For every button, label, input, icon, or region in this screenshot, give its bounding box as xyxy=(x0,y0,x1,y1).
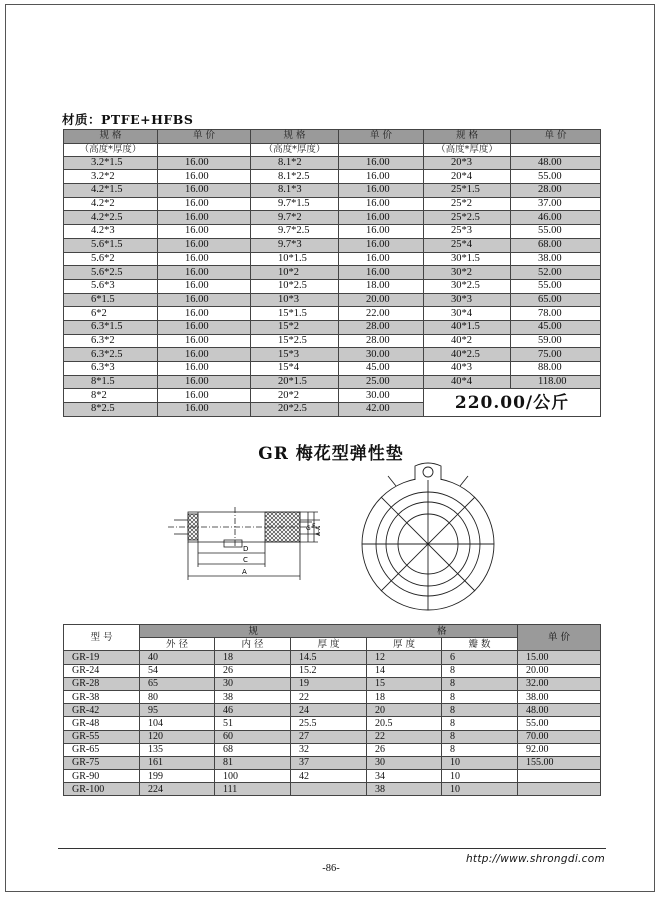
table-row xyxy=(64,690,601,703)
price-cell: 75.00 xyxy=(511,348,601,362)
table-row xyxy=(64,211,601,225)
price-cell: 30.00 xyxy=(339,389,424,403)
header-col: 厚 度 xyxy=(291,638,367,651)
value-cell: 30 xyxy=(367,756,442,769)
price-cell: 16.00 xyxy=(339,238,424,252)
header-sub-blank xyxy=(158,143,251,156)
price-cell: 16.00 xyxy=(339,225,424,239)
value-cell: 26 xyxy=(215,664,291,677)
page-number: -86- xyxy=(322,863,340,874)
spec-cell: 6.3*1.5 xyxy=(64,320,158,334)
model-cell: GR-100 xyxy=(64,783,140,796)
value-cell: 22 xyxy=(291,690,367,703)
spec-cell: 8*2.5 xyxy=(64,403,158,417)
table-row xyxy=(64,651,601,664)
spec-cell: 3.2*2 xyxy=(64,170,158,184)
front-view xyxy=(362,463,494,610)
value-cell: 42 xyxy=(291,770,367,783)
value-cell xyxy=(518,783,601,796)
footer-url[interactable]: http://www.shrongdi.com xyxy=(465,853,605,865)
price-cell: 16.00 xyxy=(158,362,251,376)
value-cell xyxy=(291,783,367,796)
value-cell: 48.00 xyxy=(518,704,601,717)
price-cell: 30.00 xyxy=(339,348,424,362)
label-g: G xyxy=(306,525,311,532)
header-model: 型 号 xyxy=(64,625,140,651)
header-sub-blank xyxy=(339,143,424,156)
price-cell: 28.00 xyxy=(339,334,424,348)
header-spec: 规 格 xyxy=(251,130,339,144)
value-cell: 111 xyxy=(215,783,291,796)
spec-cell: 25*4 xyxy=(424,238,511,252)
spec-cell: 20*4 xyxy=(424,170,511,184)
spec-cell: 9.7*1.5 xyxy=(251,197,339,211)
spec-cell: 8*1.5 xyxy=(64,375,158,389)
price-cell: 55.00 xyxy=(511,170,601,184)
table-row xyxy=(64,756,601,769)
price-cell: 118.00 xyxy=(511,375,601,389)
spec-cell: 15*1.5 xyxy=(251,307,339,321)
spec-cell: 6*2 xyxy=(64,307,158,321)
spec-cell: 3.2*1.5 xyxy=(64,156,158,170)
price-cell: 16.00 xyxy=(158,279,251,293)
value-cell: 32 xyxy=(291,743,367,756)
model-cell: GR-24 xyxy=(64,664,140,677)
spec-cell: 9.7*2 xyxy=(251,211,339,225)
model-cell: GR-48 xyxy=(64,717,140,730)
spec-cell: 40*2.5 xyxy=(424,348,511,362)
header-price: 单 价 xyxy=(518,625,601,651)
spec-cell: 8.1*2.5 xyxy=(251,170,339,184)
value-cell: 18 xyxy=(215,651,291,664)
spec-cell: 10*2 xyxy=(251,266,339,280)
value-cell: 70.00 xyxy=(518,730,601,743)
table-row xyxy=(64,238,601,252)
value-cell: 38 xyxy=(367,783,442,796)
header-price: 单 价 xyxy=(339,130,424,144)
table-row xyxy=(64,334,601,348)
table-row xyxy=(64,279,601,293)
spec-cell: 4.2*1.5 xyxy=(64,184,158,198)
value-cell: 30 xyxy=(215,677,291,690)
price-cell: 42.00 xyxy=(339,403,424,417)
price-cell: 16.00 xyxy=(158,266,251,280)
value-cell: 8 xyxy=(442,690,518,703)
price-cell: 16.00 xyxy=(339,170,424,184)
spec-cell: 15*2 xyxy=(251,320,339,334)
gr-technical-drawing xyxy=(160,462,500,622)
header-price: 单 价 xyxy=(511,130,601,144)
spec-cell: 40*4 xyxy=(424,375,511,389)
price-cell: 16.00 xyxy=(158,184,251,198)
table-row xyxy=(64,156,601,170)
header-col: 内 径 xyxy=(215,638,291,651)
header-col: 瓣 数 xyxy=(442,638,518,651)
header-sub: （高度*厚度） xyxy=(64,143,158,156)
value-cell: 32.00 xyxy=(518,677,601,690)
value-cell: 18 xyxy=(367,690,442,703)
value-cell: 37 xyxy=(291,756,367,769)
ptfe-price-table xyxy=(63,129,601,417)
price-cell: 78.00 xyxy=(511,307,601,321)
value-cell: 8 xyxy=(442,704,518,717)
spec-cell: 30*2.5 xyxy=(424,279,511,293)
label-c: C xyxy=(243,556,248,564)
value-cell xyxy=(518,770,601,783)
value-cell: 224 xyxy=(140,783,215,796)
price-cell: 16.00 xyxy=(158,334,251,348)
price-cell: 25.00 xyxy=(339,375,424,389)
spec-cell: 20*2 xyxy=(251,389,339,403)
model-cell: GR-65 xyxy=(64,743,140,756)
price-cell: 52.00 xyxy=(511,266,601,280)
price-cell: 88.00 xyxy=(511,362,601,376)
value-cell: 8 xyxy=(442,743,518,756)
header-sub: （高度*厚度） xyxy=(424,143,511,156)
price-cell: 59.00 xyxy=(511,334,601,348)
price-cell: 16.00 xyxy=(158,307,251,321)
footer-divider xyxy=(58,848,606,849)
spec-cell: 5.6*1.5 xyxy=(64,238,158,252)
header-spec: 规 格 xyxy=(64,130,158,144)
price-cell: 16.00 xyxy=(158,375,251,389)
spec-cell: 25*3 xyxy=(424,225,511,239)
value-cell: 60 xyxy=(215,730,291,743)
table-row xyxy=(64,743,601,756)
value-cell: 10 xyxy=(442,783,518,796)
value-cell: 34 xyxy=(367,770,442,783)
table-row xyxy=(64,717,601,730)
header-sub-blank xyxy=(511,143,601,156)
price-cell: 16.00 xyxy=(339,184,424,198)
spec-cell: 30*2 xyxy=(424,266,511,280)
price-cell: 16.00 xyxy=(158,238,251,252)
value-cell: 10 xyxy=(442,770,518,783)
price-cell: 37.00 xyxy=(511,197,601,211)
value-cell: 38 xyxy=(215,690,291,703)
price-cell: 48.00 xyxy=(511,156,601,170)
value-cell: 155.00 xyxy=(518,756,601,769)
table-row xyxy=(64,307,601,321)
value-cell: 8 xyxy=(442,664,518,677)
model-cell: GR-28 xyxy=(64,677,140,690)
gr-spec-table xyxy=(63,624,601,796)
table-row xyxy=(64,770,601,783)
table-row xyxy=(64,197,601,211)
model-cell: GR-38 xyxy=(64,690,140,703)
value-cell: 95 xyxy=(140,704,215,717)
value-cell: 26 xyxy=(367,743,442,756)
header-spec-right: 格 xyxy=(367,625,518,638)
table-row xyxy=(64,225,601,239)
value-cell: 54 xyxy=(140,664,215,677)
table-row xyxy=(64,730,601,743)
price-cell: 16.00 xyxy=(158,403,251,417)
table-row xyxy=(64,266,601,280)
table-row xyxy=(64,704,601,717)
spec-cell: 8.1*2 xyxy=(251,156,339,170)
model-cell: GR-75 xyxy=(64,756,140,769)
spec-cell: 5.6*2.5 xyxy=(64,266,158,280)
value-cell: 25.5 xyxy=(291,717,367,730)
spec-cell: 15*4 xyxy=(251,362,339,376)
value-cell: 27 xyxy=(291,730,367,743)
price-cell: 16.00 xyxy=(339,211,424,225)
value-cell: 46 xyxy=(215,704,291,717)
spec-cell: 40*3 xyxy=(424,362,511,376)
gr-section-title: GR 梅花型弹性垫 xyxy=(258,444,404,464)
value-cell: 19 xyxy=(291,677,367,690)
price-cell: 45.00 xyxy=(511,320,601,334)
price-cell: 20.00 xyxy=(339,293,424,307)
label-f: F xyxy=(312,523,316,530)
value-cell: 120 xyxy=(140,730,215,743)
price-cell: 16.00 xyxy=(158,156,251,170)
label-aa: A-A xyxy=(315,525,322,536)
spec-cell: 20*2.5 xyxy=(251,403,339,417)
spec-cell: 10*2.5 xyxy=(251,279,339,293)
table-row xyxy=(64,375,601,389)
price-cell: 16.00 xyxy=(339,252,424,266)
label-a: A xyxy=(242,568,247,576)
value-cell: 38.00 xyxy=(518,690,601,703)
value-cell: 14.5 xyxy=(291,651,367,664)
price-cell: 55.00 xyxy=(511,279,601,293)
value-cell: 15.2 xyxy=(291,664,367,677)
value-cell: 92.00 xyxy=(518,743,601,756)
value-cell: 135 xyxy=(140,743,215,756)
spec-cell: 25*2 xyxy=(424,197,511,211)
value-cell: 161 xyxy=(140,756,215,769)
price-cell: 22.00 xyxy=(339,307,424,321)
table-row xyxy=(64,783,601,796)
price-cell: 16.00 xyxy=(158,211,251,225)
spec-cell: 20*1.5 xyxy=(251,375,339,389)
table-row xyxy=(64,293,601,307)
value-cell: 10 xyxy=(442,756,518,769)
value-cell: 65 xyxy=(140,677,215,690)
price-cell: 55.00 xyxy=(511,225,601,239)
header-price: 单 价 xyxy=(158,130,251,144)
table-row xyxy=(64,184,601,198)
price-cell: 16.00 xyxy=(158,197,251,211)
value-cell: 199 xyxy=(140,770,215,783)
value-cell: 104 xyxy=(140,717,215,730)
value-cell: 8 xyxy=(442,730,518,743)
price-cell: 38.00 xyxy=(511,252,601,266)
value-cell: 51 xyxy=(215,717,291,730)
bulk-price: 220.00/公斤 xyxy=(424,389,601,416)
value-cell: 68 xyxy=(215,743,291,756)
price-cell: 28.00 xyxy=(511,184,601,198)
value-cell: 22 xyxy=(367,730,442,743)
spec-cell: 6.3*2.5 xyxy=(64,348,158,362)
spec-cell: 10*3 xyxy=(251,293,339,307)
header-sub: （高度*厚度） xyxy=(251,143,339,156)
price-cell: 16.00 xyxy=(158,293,251,307)
model-cell: GR-90 xyxy=(64,770,140,783)
header-spec: 规 格 xyxy=(424,130,511,144)
spec-cell: 30*1.5 xyxy=(424,252,511,266)
price-cell: 68.00 xyxy=(511,238,601,252)
value-cell: 20 xyxy=(367,704,442,717)
price-cell: 16.00 xyxy=(158,225,251,239)
spec-cell: 15*2.5 xyxy=(251,334,339,348)
spec-cell: 4.2*3 xyxy=(64,225,158,239)
spec-cell: 30*4 xyxy=(424,307,511,321)
value-cell: 24 xyxy=(291,704,367,717)
spec-cell: 5.6*2 xyxy=(64,252,158,266)
header-spec-left: 规 xyxy=(140,625,367,638)
price-cell: 16.00 xyxy=(339,266,424,280)
model-cell: GR-19 xyxy=(64,651,140,664)
spec-cell: 40*1.5 xyxy=(424,320,511,334)
table-row xyxy=(64,362,601,376)
value-cell: 12 xyxy=(367,651,442,664)
value-cell: 14 xyxy=(367,664,442,677)
value-cell: 55.00 xyxy=(518,717,601,730)
table-row xyxy=(64,348,601,362)
spec-cell: 8*2 xyxy=(64,389,158,403)
value-cell: 100 xyxy=(215,770,291,783)
spec-cell: 30*3 xyxy=(424,293,511,307)
value-cell: 20.5 xyxy=(367,717,442,730)
spec-cell: 9.7*2.5 xyxy=(251,225,339,239)
table-row xyxy=(64,389,601,403)
spec-cell: 6.3*3 xyxy=(64,362,158,376)
spec-cell: 9.7*3 xyxy=(251,238,339,252)
spec-cell: 6*1.5 xyxy=(64,293,158,307)
value-cell: 8 xyxy=(442,717,518,730)
table-row xyxy=(64,170,601,184)
spec-cell: 25*2.5 xyxy=(424,211,511,225)
price-cell: 16.00 xyxy=(158,389,251,403)
header-col: 厚 度 xyxy=(367,638,442,651)
price-cell: 18.00 xyxy=(339,279,424,293)
model-cell: GR-42 xyxy=(64,704,140,717)
spec-cell: 8.1*3 xyxy=(251,184,339,198)
price-cell: 46.00 xyxy=(511,211,601,225)
value-cell: 80 xyxy=(140,690,215,703)
spec-cell: 40*2 xyxy=(424,334,511,348)
value-cell: 6 xyxy=(442,651,518,664)
value-cell: 81 xyxy=(215,756,291,769)
value-cell: 8 xyxy=(442,677,518,690)
price-cell: 65.00 xyxy=(511,293,601,307)
spec-cell: 6.3*2 xyxy=(64,334,158,348)
price-cell: 16.00 xyxy=(158,320,251,334)
value-cell: 15 xyxy=(367,677,442,690)
spec-cell: 5.6*3 xyxy=(64,279,158,293)
table-row xyxy=(64,664,601,677)
header-col: 外 径 xyxy=(140,638,215,651)
label-d: D xyxy=(243,545,249,553)
table-row xyxy=(64,677,601,690)
price-cell: 16.00 xyxy=(158,348,251,362)
price-cell: 16.00 xyxy=(339,197,424,211)
price-cell: 16.00 xyxy=(158,170,251,184)
spec-cell: 4.2*2 xyxy=(64,197,158,211)
spec-cell: 15*3 xyxy=(251,348,339,362)
price-cell: 16.00 xyxy=(339,156,424,170)
price-cell: 45.00 xyxy=(339,362,424,376)
value-cell: 15.00 xyxy=(518,651,601,664)
price-cell: 16.00 xyxy=(158,252,251,266)
spec-cell: 4.2*2.5 xyxy=(64,211,158,225)
price-cell: 28.00 xyxy=(339,320,424,334)
spec-cell: 20*3 xyxy=(424,156,511,170)
table-row xyxy=(64,252,601,266)
material-title: 材质：PTFE+HFBS xyxy=(62,112,194,127)
value-cell: 20.00 xyxy=(518,664,601,677)
value-cell: 40 xyxy=(140,651,215,664)
spec-cell: 10*1.5 xyxy=(251,252,339,266)
spec-cell: 25*1.5 xyxy=(424,184,511,198)
model-cell: GR-55 xyxy=(64,730,140,743)
table-row xyxy=(64,320,601,334)
